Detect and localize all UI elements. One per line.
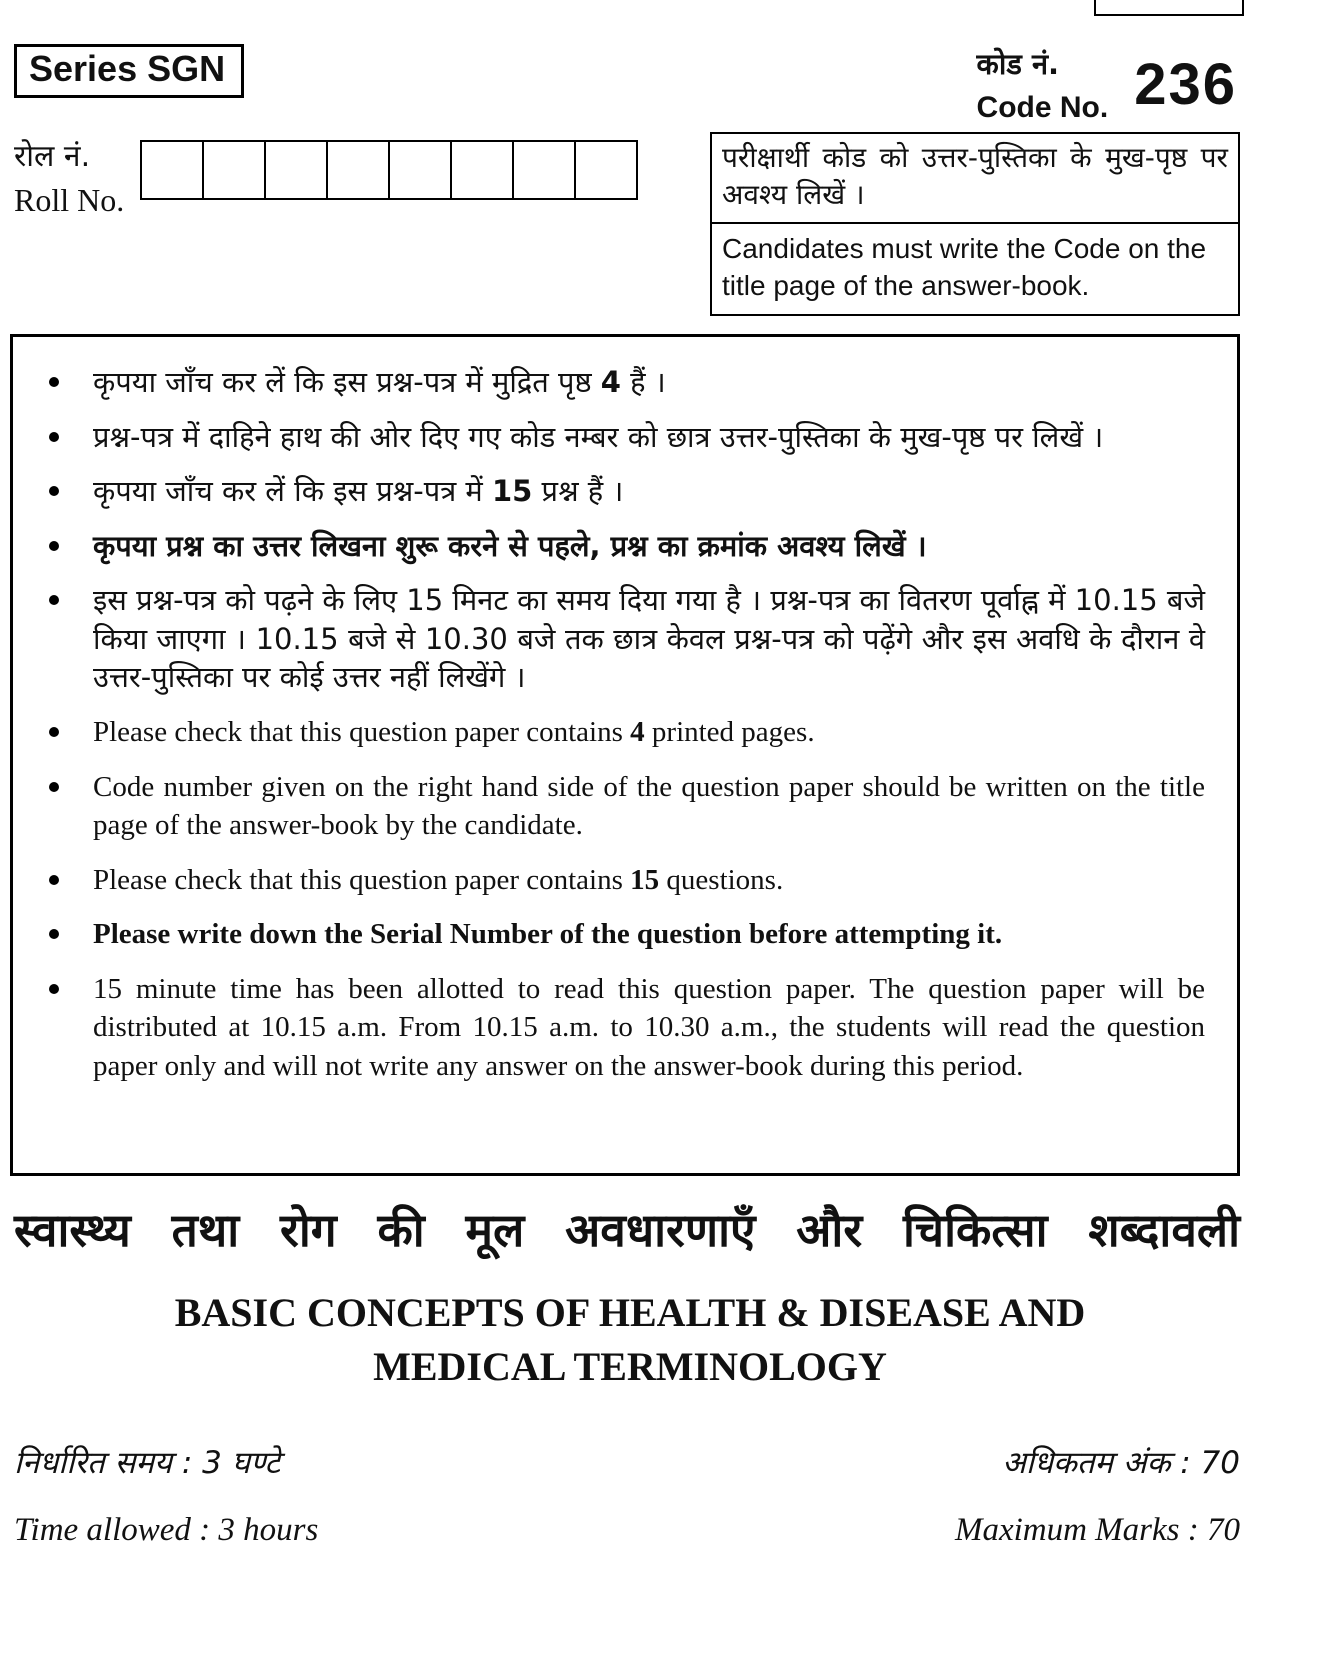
instruction-text: कृपया प्रश्न का उत्तर लिखना शुरू करने से पहले, प्रश्न का क्रमांक अवश्य लिखें ।	[93, 528, 927, 563]
bullet-icon	[49, 541, 59, 551]
time-allowed-hindi: निर्धारित समय : 3 घण्टे	[14, 1445, 281, 1481]
instruction-text: इस प्रश्न-पत्र को पढ़ने के लिए 15 मिनट का समय दिया गया है । प्रश्न-पत्र का वितरण पूर्वाह्न में 10.15 बजे किया जाएगा । 10.15 बजे से 10.30 बजे तक छात्र केवल प्रश्न-पत्र को पढ़ेंगे और इस अवधि के दौरान वे उत्तर-पुस्तिका पर कोई उत्तर नहीं लिखेंगे ।	[93, 583, 1205, 695]
series-badge	[14, 44, 244, 98]
roll-number-cell	[266, 140, 328, 200]
paper-title-english-line1: BASIC CONCEPTS OF HEALTH & DISEASE AND	[174, 1290, 1086, 1335]
instruction-item	[13, 713, 1237, 752]
code-labels	[977, 44, 1109, 125]
candidate-note-box	[710, 132, 1240, 316]
paper-title-english	[0, 1286, 1260, 1394]
code-label-english: Code No.	[976, 91, 1109, 124]
instructions-box	[10, 334, 1240, 1176]
candidate-note-english: Candidates must write the Code on the title page of the answer-book.	[722, 232, 1207, 301]
roll-number-cell	[452, 140, 514, 200]
footer-english-row	[14, 1512, 1240, 1549]
instruction-item	[13, 915, 1237, 954]
bullet-icon	[49, 377, 59, 387]
roll-label-hindi: रोल नं.	[14, 139, 91, 174]
roll-number-boxes	[140, 140, 638, 200]
bullet-icon	[49, 984, 59, 994]
instruction-item	[13, 861, 1237, 900]
max-marks-english: Maximum Marks : 70	[954, 1512, 1240, 1548]
instruction-text: 15 minute time has been allotted to read this question paper. The question paper will be distributed at 10.15 a.m. From 10.15 a.m. to 10.30 a.m., the students will read the question paper only and will not write any answer on the answer-book during this period.	[93, 972, 1205, 1082]
instruction-item	[13, 363, 1237, 402]
code-area	[977, 44, 1237, 125]
time-allowed-english: Time allowed : 3 hours	[14, 1512, 319, 1548]
instruction-item	[13, 768, 1237, 845]
roll-number-area	[14, 134, 638, 219]
bullet-icon	[49, 595, 59, 605]
max-marks-hindi: अधिकतम अंक : 70	[1002, 1445, 1240, 1481]
series-label: Series SGN	[29, 48, 226, 89]
instruction-item	[13, 527, 1237, 566]
roll-number-cell	[514, 140, 576, 200]
bullet-icon	[49, 875, 59, 885]
roll-number-cell	[328, 140, 390, 200]
bullet-icon	[49, 727, 59, 737]
instruction-item	[13, 581, 1237, 697]
corner-box	[1094, 0, 1244, 16]
code-label-hindi: कोड नं.	[976, 47, 1060, 81]
instruction-item	[13, 970, 1237, 1086]
roll-labels	[14, 134, 124, 219]
instruction-text: Please write down the Serial Number of the question before attempting it.	[93, 918, 1003, 951]
instruction-item	[13, 418, 1237, 457]
bullet-icon	[49, 486, 59, 496]
roll-label-english: Roll No.	[14, 182, 125, 218]
instruction-text: Please check that this question paper contains 4 printed pages.	[93, 715, 815, 748]
bullet-icon	[49, 432, 59, 442]
instruction-text: कृपया जाँच कर लें कि इस प्रश्न-पत्र में 15 प्रश्न हैं ।	[93, 474, 624, 509]
paper-title-english-line2: MEDICAL TERMINOLOGY	[373, 1344, 887, 1389]
paper-title-hindi: स्वास्थ्य तथा रोग की मूल अवधारणाएँ और चिकित्सा शब्दावली	[14, 1203, 1240, 1257]
roll-number-cell	[576, 140, 638, 200]
instruction-text: Code number given on the right hand side of the question paper should be written on the title page of the answer-book by the candidate.	[93, 770, 1205, 842]
roll-number-cell	[390, 140, 452, 200]
instruction-text: कृपया जाँच कर लें कि इस प्रश्न-पत्र में मुद्रित पृष्ठ 4 हैं ।	[93, 365, 666, 399]
footer-hindi-row	[14, 1441, 1240, 1483]
candidate-note-hindi: परीक्षार्थी कोड को उत्तर-पुस्तिका के मुख-पृष्ठ पर अवश्य लिखें ।	[712, 134, 1238, 224]
instruction-item	[13, 472, 1237, 511]
code-number: 236	[1134, 52, 1237, 117]
roll-number-cell	[204, 140, 266, 200]
instruction-text: Please check that this question paper contains 15 questions.	[93, 863, 784, 896]
instruction-text: प्रश्न-पत्र में दाहिने हाथ की ओर दिए गए कोड नम्बर को छात्र उत्तर-पुस्तिका के मुख-पृष्ठ पर लिखें ।	[93, 419, 1104, 454]
bullet-icon	[49, 929, 59, 939]
roll-number-cell	[140, 140, 204, 200]
bullet-icon	[49, 782, 59, 792]
